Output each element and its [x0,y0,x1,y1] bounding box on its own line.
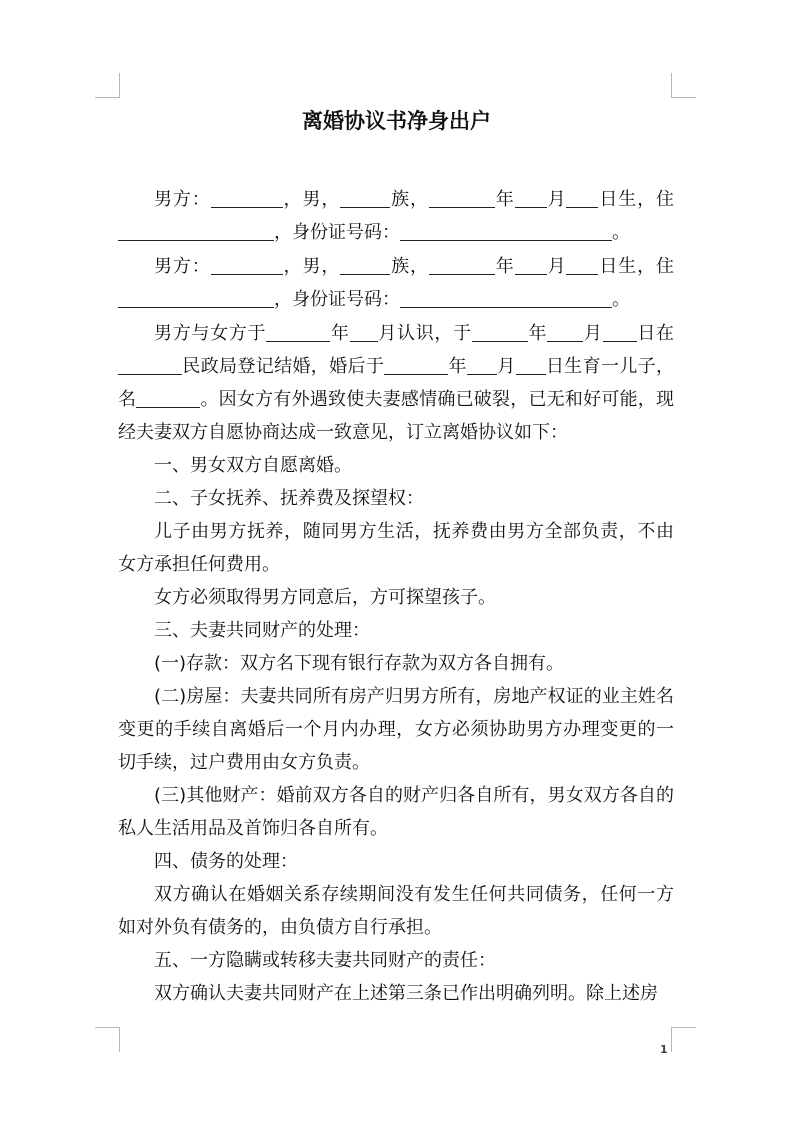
margin-corner-top-right [671,73,696,98]
clause-2-heading: 二、子女抚养、抚养费及探望权： [154,488,424,509]
document-title: 离婚协议书净身出户 [302,109,491,133]
housing-paragraph: (二)房屋：夫妻共同所有房产归男方所有，房地产权证的业主姓名变更的手续自离婚后一个月内办理，女方必须协助男方办理变更的一切手续，过户费用由女方负责。 [118,686,674,773]
name-blank [211,256,283,275]
debts-paragraph: 双方确认在婚姻关系存续期间没有发生任何共同债务，任何一方如对外负有债务的，由负债方自行承担。 [118,884,674,938]
intro-paragraph: 男方与女方于 年 月认识，于 年 月 日在民政局登记结婚，婚后于 年 月 日生育一儿子，名 。因女方有外遇致使夫妻感情确已破裂，已无和好可能，现经夫妻双方自愿协商达成一致意见，订立离婚协议如下： [118,323,675,443]
clause-5-heading: 五、一方隐瞒或转移夫妻共同财产的责任： [154,950,496,971]
civil-affairs-bureau-blank [118,356,182,375]
month-blank [547,323,583,342]
day-blank [603,323,637,342]
margin-corner-top-left [95,73,120,98]
year-blank [429,256,495,275]
page-number: 1 [660,1043,668,1056]
custody-paragraph: 儿子由男方抚养，随同男方生活，抚养费由男方全部负责，不由女方承担任何费用。 [118,521,674,575]
year-blank [384,356,448,375]
year-blank [429,189,495,208]
day-blank [516,356,546,375]
month-blank [350,323,378,342]
son-name-blank [136,389,200,408]
year-blank [472,323,528,342]
month-blank [515,256,547,275]
party-male-paragraph: 男方： ，男， 族， 年 月 日生，住，身份证号码： 。 [118,183,674,249]
address-blank [118,289,274,308]
id-number-blank [400,222,612,241]
year-blank [266,323,330,342]
party-second-paragraph: 男方： ，男， 族， 年 月 日生，住，身份证号码： 。 [118,250,674,316]
day-blank [566,189,598,208]
document-body [118,183,674,1010]
clause-3-heading: 三、夫妻共同财产的处理： [154,620,370,641]
visitation-paragraph: 女方必须取得男方同意后，方可探望孩子。 [154,587,496,608]
concealment-paragraph: 双方确认夫妻共同财产在上述第三条已作出明确列明。除上述房 [154,983,658,1004]
ethnicity-blank [340,256,390,275]
address-blank [118,222,274,241]
month-blank [515,189,547,208]
clause-4-heading: 四、债务的处理： [154,851,298,872]
name-blank [211,189,283,208]
clause-1-heading: 一、男女双方自愿离婚。 [154,455,352,476]
id-number-blank [400,289,612,308]
margin-corner-bottom-right [671,1027,696,1052]
deposits-paragraph: (一)存款：双方名下现有银行存款为双方各自拥有。 [154,653,565,674]
ethnicity-blank [340,189,390,208]
month-blank [467,356,497,375]
other-property-paragraph: (三)其他财产：婚前双方各自的财产归各自所有，男女双方各自的私人生活用品及首饰归各自所有。 [118,785,674,839]
day-blank [566,256,598,275]
margin-corner-bottom-left [95,1027,120,1052]
